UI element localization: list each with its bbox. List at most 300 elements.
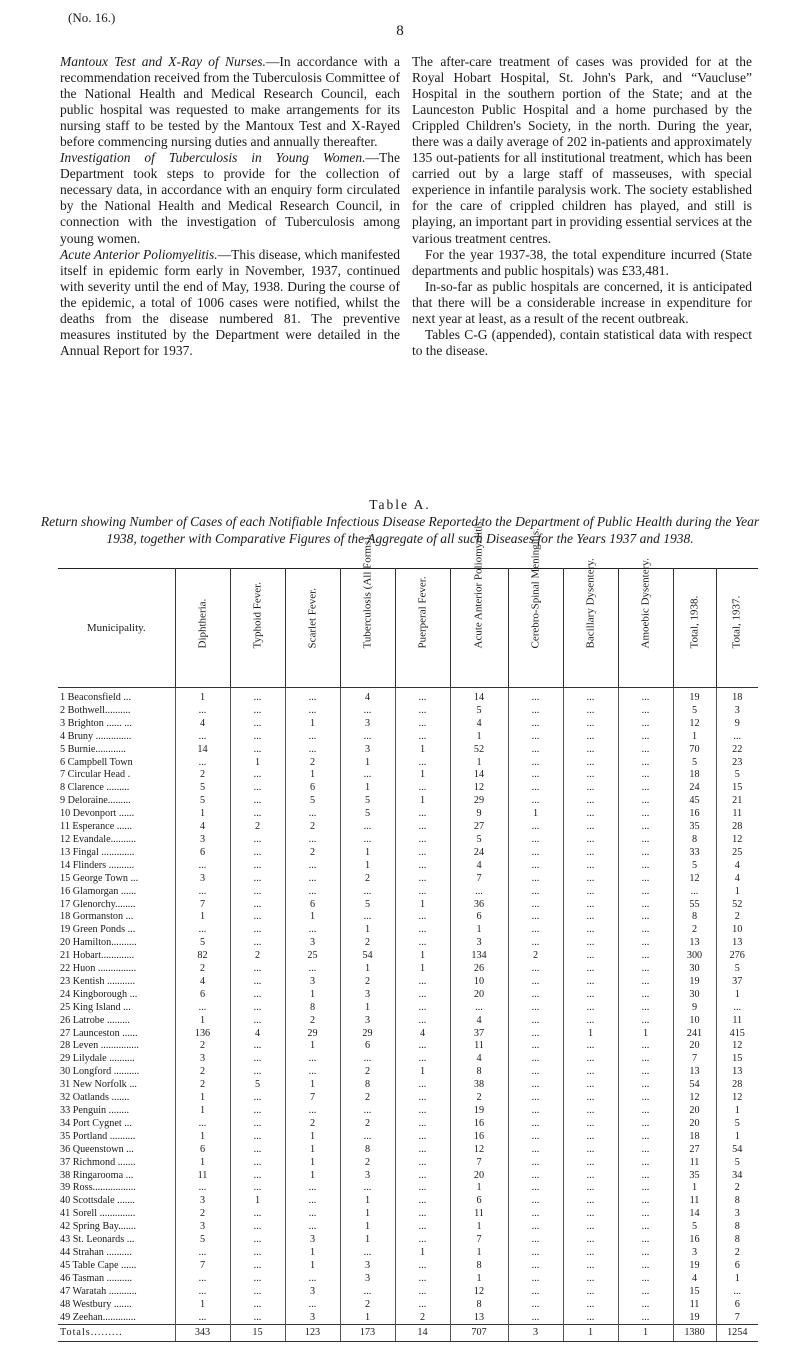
table-cell: ... — [508, 1221, 563, 1234]
table-cell: 2 — [285, 821, 340, 834]
table-cell: ... — [508, 1079, 563, 1092]
table-cell: 2 — [340, 873, 395, 886]
table-cell: 1 — [285, 1040, 340, 1053]
table-cell: 27 Launceston ...... — [60, 1027, 138, 1039]
table-cell: ... — [563, 688, 618, 705]
table-cell: 3 — [340, 1273, 395, 1286]
table-cell: ... — [563, 976, 618, 989]
table-cell: 19 — [450, 1105, 508, 1118]
table-cell: 6 — [450, 911, 508, 924]
table-cell: 20 — [673, 1105, 716, 1118]
table-cell: 3 — [175, 834, 230, 847]
table-cell: ... — [618, 1105, 673, 1118]
table-body — [58, 688, 758, 1342]
table-cell: 15 — [716, 782, 758, 795]
table-cell: ... — [508, 911, 563, 924]
table-cell: 3 — [175, 1053, 230, 1066]
table-cell: 1 — [450, 757, 508, 770]
table-cell: 37 — [716, 976, 758, 989]
table-cell: ... — [395, 1105, 450, 1118]
table-cell: ... — [508, 1157, 563, 1170]
table-cell: ... — [285, 688, 340, 705]
table-cell: ... — [340, 705, 395, 718]
table-cell: ... — [563, 1247, 618, 1260]
table-cell: ... — [285, 860, 340, 873]
table-cell: ... — [508, 821, 563, 834]
table-cell: 15 George Town ... — [60, 872, 139, 884]
table-cell: ... — [340, 1131, 395, 1144]
table-row — [58, 1299, 758, 1312]
table-cell: ... — [563, 1144, 618, 1157]
table-cell: 28 — [716, 1079, 758, 1092]
table-cell: ... — [230, 886, 285, 899]
table-cell: 26 — [450, 963, 508, 976]
table-cell: ... — [340, 834, 395, 847]
table-cell: 27 — [450, 821, 508, 834]
table-row — [58, 989, 758, 1002]
table-cell: ... — [618, 1208, 673, 1221]
table-cell: 1 — [450, 1182, 508, 1195]
table-cell: 1 — [395, 769, 450, 782]
table-cell: ... — [563, 744, 618, 757]
table-cell: ... — [563, 808, 618, 821]
table-cell: ... — [563, 1312, 618, 1325]
table-cell: ... — [563, 821, 618, 834]
table-cell: 18 — [716, 688, 758, 705]
table-cell: 11 — [716, 808, 758, 821]
table-cell: ... — [563, 1299, 618, 1312]
table-cell: ... — [563, 1195, 618, 1208]
table-cell: ... — [563, 873, 618, 886]
table-cell: ... — [395, 1079, 450, 1092]
table-cell: ... — [175, 705, 230, 718]
paragraph-tables-reference: Tables C-G (appended), contain statistical data with respect to the disease. — [412, 326, 752, 358]
table-cell: ... — [618, 782, 673, 795]
table-row — [58, 924, 758, 937]
totals-cell: Totals......... — [58, 1325, 175, 1342]
table-cell: ... — [230, 718, 285, 731]
table-cell: ... — [508, 1312, 563, 1325]
table-cell: ... — [230, 1118, 285, 1131]
table-cell: 3 — [285, 976, 340, 989]
table-cell: ... — [285, 1066, 340, 1079]
table-cell: 5 — [450, 705, 508, 718]
table-cell: 2 — [340, 1092, 395, 1105]
table-cell: ... — [563, 1286, 618, 1299]
table-cell: 52 — [450, 744, 508, 757]
table-cell: 2 — [175, 1066, 230, 1079]
table-cell: 13 Fingal ............. — [60, 846, 135, 858]
table-cell: 5 — [716, 769, 758, 782]
table-cell: ... — [340, 1105, 395, 1118]
table-cell: 5 — [175, 937, 230, 950]
table-cell: ... — [618, 1118, 673, 1131]
table-cell: 19 Green Ponds ... — [60, 924, 136, 936]
table-row — [58, 1118, 758, 1131]
table-cell: 1 — [716, 886, 758, 899]
table-cell: 1 — [285, 1170, 340, 1183]
table-cell: ... — [230, 1092, 285, 1105]
column-header — [563, 557, 618, 688]
table-cell: 42 Spring Bay....... — [60, 1221, 137, 1233]
table-cell: ... — [618, 1144, 673, 1157]
table-row — [58, 1195, 758, 1208]
table-cell: 6 — [175, 847, 230, 860]
table-cell: 5 — [175, 795, 230, 808]
table-cell: 8 Clarence ......... — [60, 782, 130, 794]
column-header — [340, 533, 395, 688]
table-cell: ... — [563, 1002, 618, 1015]
table-cell: ... — [230, 989, 285, 1002]
table-cell: ... — [285, 963, 340, 976]
table-cell: ... — [340, 821, 395, 834]
table-cell: 15 — [716, 1053, 758, 1066]
table-cell: ... — [508, 963, 563, 976]
table-cell: ... — [230, 924, 285, 937]
table-cell: ... — [230, 769, 285, 782]
table-cell: ... — [395, 924, 450, 937]
table-cell: ... — [285, 1105, 340, 1118]
table-cell: 1 — [285, 911, 340, 924]
table-cell: 1 — [450, 1247, 508, 1260]
table-cell: ... — [395, 1118, 450, 1131]
table-cell: 1 — [673, 1182, 716, 1195]
table-cell: 2 — [340, 1299, 395, 1312]
column-header-label: Cerebro-Spinal Meningitis. — [529, 527, 541, 648]
table-cell: 25 — [285, 950, 340, 963]
table-cell: 2 — [285, 757, 340, 770]
table-cell: 1 — [716, 1131, 758, 1144]
table-cell: ... — [618, 1157, 673, 1170]
table-row — [58, 1247, 758, 1260]
table-cell: 6 — [340, 1040, 395, 1053]
table-cell: ... — [618, 873, 673, 886]
table-cell: ... — [285, 1182, 340, 1195]
table-cell: ... — [230, 1040, 285, 1053]
table-cell: ... — [508, 1286, 563, 1299]
table-cell: 5 — [673, 1221, 716, 1234]
column-header — [508, 527, 563, 688]
paragraph-poliomyelitis: Acute Anterior Poliomyelitis.—This disease, which manifested itself in epidemic form early in November, 1937, continued with severity until the end of May, 1938. During the course of the epidemic, a total of 1006 cases were notified, whilst the deaths from the disease numbered 81. The preventive measures instituted by the Department were detailed in the Annual Report for 1937. — [60, 246, 400, 358]
table-row — [58, 782, 758, 795]
table-cell: 17 Glenorchy........ — [60, 898, 136, 910]
table-cell: ... — [508, 1260, 563, 1273]
table-row — [58, 873, 758, 886]
table-row — [58, 1312, 758, 1325]
table-cell: ... — [563, 924, 618, 937]
table-cell: ... — [563, 1208, 618, 1221]
table-cell: ... — [230, 1015, 285, 1028]
table-cell: 54 — [340, 950, 395, 963]
table-cell: ... — [230, 1221, 285, 1234]
table-cell: ... — [618, 688, 673, 705]
table-cell: 1 — [340, 924, 395, 937]
table-cell: ... — [563, 1170, 618, 1183]
table-cell: ... — [175, 1247, 230, 1260]
table-cell: 4 — [450, 1015, 508, 1028]
table-cell: 20 — [673, 1040, 716, 1053]
table-cell: ... — [563, 937, 618, 950]
table-cell: 2 Bothwell.......... — [60, 704, 131, 716]
table-cell: 1 — [395, 744, 450, 757]
table-cell: 1 — [340, 757, 395, 770]
column-header-label: Acute Anterior Poliomyelitis. — [472, 518, 485, 648]
table-cell: 2 — [673, 924, 716, 937]
table-cell: ... — [563, 1040, 618, 1053]
table-row — [58, 769, 758, 782]
table-cell: ... — [563, 1118, 618, 1131]
table-cell: 29 — [450, 795, 508, 808]
totals-cell: 173 — [340, 1325, 395, 1342]
table-row — [58, 847, 758, 860]
table-cell: 1 — [175, 1092, 230, 1105]
table-cell: 54 — [716, 1144, 758, 1157]
table-cell: 2 — [175, 769, 230, 782]
table-cell: ... — [230, 860, 285, 873]
table-cell: ... — [563, 769, 618, 782]
totals-cell: 1 — [563, 1325, 618, 1342]
table-cell: ... — [508, 1092, 563, 1105]
table-cell: ... — [395, 976, 450, 989]
table-cell: 11 — [673, 1195, 716, 1208]
table-cell: 1 — [230, 757, 285, 770]
table-cell: 16 — [673, 1234, 716, 1247]
table-cell: ... — [563, 1092, 618, 1105]
table-row — [58, 886, 758, 899]
table-cell: 1 — [175, 911, 230, 924]
table-cell: 37 Richmond ....... — [60, 1156, 136, 1168]
table-cell: 12 — [716, 1040, 758, 1053]
totals-cell: 343 — [175, 1325, 230, 1342]
table-cell: 9 — [450, 808, 508, 821]
table-cell: ... — [508, 834, 563, 847]
table-row — [58, 1208, 758, 1221]
totals-cell: 707 — [450, 1325, 508, 1342]
column-header — [716, 569, 758, 688]
table-cell: 7 — [175, 1260, 230, 1273]
table-cell: ... — [508, 1040, 563, 1053]
table-cell: 1 — [450, 731, 508, 744]
table-cell: ... — [175, 1002, 230, 1015]
table-cell: 1 — [230, 1195, 285, 1208]
table-cell: ... — [230, 873, 285, 886]
table-cell: 37 — [450, 1028, 508, 1041]
table-row — [58, 731, 758, 744]
table-cell: 6 — [716, 1299, 758, 1312]
table-cell: ... — [285, 1273, 340, 1286]
table-cell: 7 — [716, 1312, 758, 1325]
table-cell: 1 — [285, 769, 340, 782]
table-row — [58, 1286, 758, 1299]
table-cell: 2 — [285, 1015, 340, 1028]
table-cell: 8 — [450, 1299, 508, 1312]
table-cell: ... — [395, 1299, 450, 1312]
table-cell: 11 — [450, 1040, 508, 1053]
table-cell: 2 — [285, 847, 340, 860]
table-cell: ... — [175, 1312, 230, 1325]
table-cell: 1 — [716, 1105, 758, 1118]
table-cell: ... — [230, 705, 285, 718]
table-cell: ... — [395, 1273, 450, 1286]
table-cell: ... — [230, 963, 285, 976]
table-cell: 2 — [175, 1079, 230, 1092]
table-cell: 28 Leven ............... — [60, 1040, 139, 1052]
table-row — [58, 1105, 758, 1118]
table-cell: 13 — [450, 1312, 508, 1325]
table-row — [58, 705, 758, 718]
table-cell: 9 Deloraine......... — [60, 795, 131, 807]
table-cell: ... — [618, 834, 673, 847]
table-cell: 21 — [716, 795, 758, 808]
table-cell: ... — [563, 950, 618, 963]
table-row — [58, 1053, 758, 1066]
table-cell: 1 — [175, 688, 230, 705]
table-cell: 10 Devonport ...... — [60, 808, 135, 820]
table-cell: 11 — [450, 1208, 508, 1221]
table-cell: 19 — [673, 1260, 716, 1273]
table-cell: ... — [395, 1182, 450, 1195]
table-cell: 9 — [673, 1002, 716, 1015]
column-header-label: Total, 1938. — [688, 595, 700, 648]
table-row — [58, 1015, 758, 1028]
table-cell: ... — [508, 1118, 563, 1131]
table-cell: 38 — [450, 1079, 508, 1092]
table-cell: 8 — [716, 1234, 758, 1247]
table-cell: ... — [395, 860, 450, 873]
table-cell: ... — [395, 821, 450, 834]
table-cell: 2 — [340, 1066, 395, 1079]
table-cell: ... — [340, 769, 395, 782]
table-cell: ... — [395, 1053, 450, 1066]
table-cell: 2 — [175, 1208, 230, 1221]
table-cell: ... — [618, 1195, 673, 1208]
table-row — [58, 937, 758, 950]
table-cell: 1 — [340, 847, 395, 860]
table-cell: ... — [508, 1066, 563, 1079]
table-row — [58, 718, 758, 731]
table-cell: ... — [230, 899, 285, 912]
table-cell: 1 — [395, 899, 450, 912]
table-cell: 5 — [230, 1079, 285, 1092]
table-cell: ... — [618, 937, 673, 950]
table-cell: ... — [230, 834, 285, 847]
table-cell: ... — [563, 1053, 618, 1066]
table-cell: ... — [618, 808, 673, 821]
table-cell: ... — [618, 744, 673, 757]
column-header — [450, 518, 508, 688]
column-header-label: Scarlet Fever. — [306, 587, 318, 648]
table-cell: ... — [175, 1118, 230, 1131]
table-cell: ... — [395, 1170, 450, 1183]
table-cell: 5 — [450, 834, 508, 847]
table-cell: ... — [508, 1195, 563, 1208]
table-cell: 2 — [175, 1040, 230, 1053]
paragraph-mantoux: Mantoux Test and X-Ray of Nurses.—In accordance with a recommendation received from the Tuberculosis Committee of the National Health and Medical Research Council, each public hospital was requested to make arrangements for its nursing staff to be tested by the Mantoux Test and X-Rayed before commencing nursing duties and annually thereafter. — [60, 54, 400, 150]
table-cell: ... — [395, 1131, 450, 1144]
table-cell: ... — [618, 1053, 673, 1066]
table-row — [58, 1273, 758, 1286]
table-cell: ... — [395, 1221, 450, 1234]
table-cell: 14 — [450, 688, 508, 705]
table-cell: 1 — [285, 1144, 340, 1157]
table-cell: 25 — [716, 847, 758, 860]
table-cell: 13 — [673, 937, 716, 950]
totals-cell: 15 — [230, 1325, 285, 1342]
table-cell: 2 — [450, 1092, 508, 1105]
table-cell: 22 — [716, 744, 758, 757]
table-cell: ... — [563, 1182, 618, 1195]
table-cell: ... — [563, 847, 618, 860]
table-cell: 1 — [340, 1208, 395, 1221]
table-cell: 10 — [450, 976, 508, 989]
table-cell: 5 — [340, 899, 395, 912]
table-row — [58, 1028, 758, 1041]
table-cell: ... — [618, 1092, 673, 1105]
table-cell: 16 Glamorgan ...... — [60, 885, 137, 897]
table-cell: ... — [285, 924, 340, 937]
table-cell: ... — [563, 795, 618, 808]
table-cell: 8 — [450, 1260, 508, 1273]
column-header — [285, 569, 340, 688]
table-cell: 1 — [340, 1312, 395, 1325]
table-cell: 3 — [340, 744, 395, 757]
table-cell: ... — [230, 782, 285, 795]
table-cell: ... — [618, 769, 673, 782]
table-cell: ... — [508, 1144, 563, 1157]
paragraph-tuberculosis-young-women: Investigation of Tuberculosis in Young Women.—The Department took steps to provide for the collection of necessary data, in accordance with an enquiry form circulated by the National Health and Medical Research Council, in connection with the investigation of Tuberculosis among young women. — [60, 150, 400, 246]
table-cell: ... — [618, 924, 673, 937]
table-cell: 22 Huon ............... — [60, 963, 137, 975]
table-cell: ... — [563, 782, 618, 795]
table-cell: 45 — [673, 795, 716, 808]
table-cell: 3 — [285, 937, 340, 950]
table-cell: 24 — [673, 782, 716, 795]
table-cell: 14 — [673, 1208, 716, 1221]
table-cell: 15 — [673, 1286, 716, 1299]
table-cell: 12 — [673, 1092, 716, 1105]
table-cell: ... — [395, 847, 450, 860]
table-cell: ... — [395, 1195, 450, 1208]
column-header-label: Bacillary Dysentery. — [584, 557, 596, 648]
table-cell: 1 — [175, 1015, 230, 1028]
table-cell: 1 — [175, 1131, 230, 1144]
table-cell: ... — [563, 705, 618, 718]
table-cell: ... — [175, 1286, 230, 1299]
table-cell: ... — [230, 795, 285, 808]
table-cell: ... — [340, 1053, 395, 1066]
table-cell: ... — [175, 1273, 230, 1286]
table-cell: 16 — [450, 1131, 508, 1144]
table-cell: 3 — [340, 1015, 395, 1028]
table-cell: ... — [563, 1066, 618, 1079]
totals-cell: 14 — [395, 1325, 450, 1342]
table-cell: ... — [285, 808, 340, 821]
page-number: 8 — [396, 23, 404, 39]
table-cell: 4 — [175, 976, 230, 989]
table-row — [58, 1157, 758, 1170]
table-cell: 45 Table Cape ...... — [60, 1259, 137, 1271]
table-row — [58, 808, 758, 821]
table-cell: 4 — [673, 1273, 716, 1286]
table-cell: 34 — [716, 1170, 758, 1183]
table-cell: 35 — [673, 821, 716, 834]
table-cell: 1 — [450, 1221, 508, 1234]
table-cell: 1 Beaconsfield ... — [60, 692, 132, 703]
table-cell: ... — [563, 1234, 618, 1247]
table-cell: ... — [508, 886, 563, 899]
table-cell: ... — [563, 1131, 618, 1144]
table-cell: ... — [395, 1260, 450, 1273]
